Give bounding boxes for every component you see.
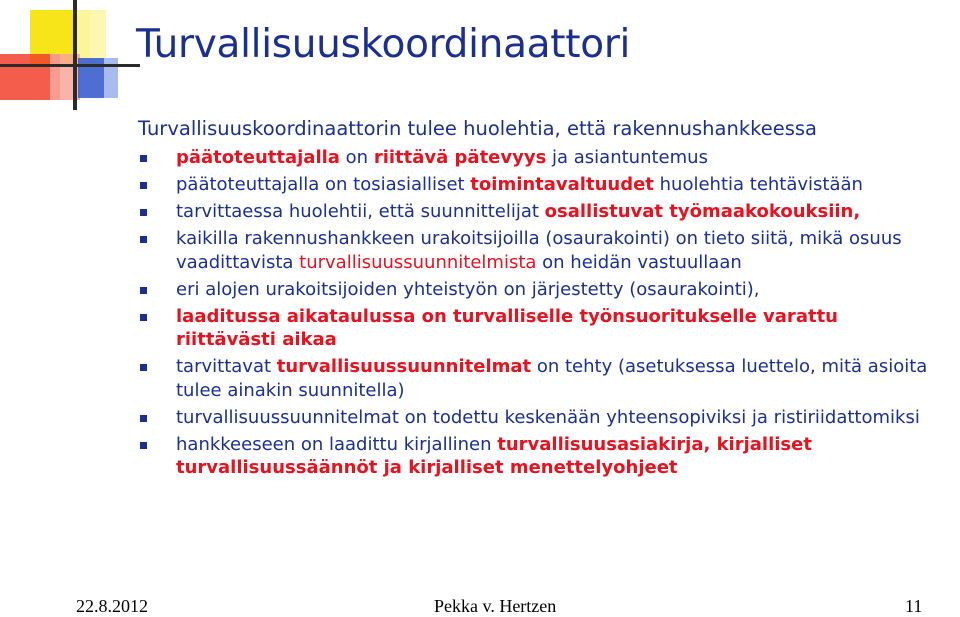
bullet-text: turvallisuussuunnitelmat on todettu keskenään yhteensopiviksi ja ristiriidattomiksi xyxy=(176,406,920,428)
footer-author: Pekka v. Hertzen xyxy=(434,596,557,616)
bullet-item xyxy=(138,227,938,274)
color-squares-logo xyxy=(0,0,140,110)
bullet-text: on tehty (asetuksessa luettelo, mitä asioita tulee ainakin suunnitella) xyxy=(176,356,928,401)
highlighted-text: turvallisuussuunnitelmat xyxy=(276,356,532,377)
highlighted-text: turvallisuussuunnitelmista xyxy=(299,251,537,273)
decorative-corner-graphic xyxy=(0,0,140,110)
bullet-text: on heidän vastuullaan xyxy=(536,251,742,273)
square-bullet-icon xyxy=(140,182,147,189)
bullet-item xyxy=(138,146,938,170)
square-bullet-icon xyxy=(140,155,147,162)
square-bullet-icon xyxy=(140,287,147,294)
highlighted-text: toimintavaltuudet xyxy=(470,174,654,195)
highlighted-text: osallistuvat työmaakokouksiin, xyxy=(544,201,861,222)
bullet-list xyxy=(138,146,938,483)
bullet-item xyxy=(138,406,938,430)
bullet-item xyxy=(138,200,938,224)
bullet-text: päätoteuttajalla on tosiasialliset xyxy=(176,174,471,195)
highlighted-text: päätoteuttajalla xyxy=(176,147,340,168)
bullet-text: hankkeeseen on laadittu kirjallinen xyxy=(176,433,498,455)
highlighted-text: turvallisuusasiakirja, kirjalliset turvallisuussäännöt ja kirjalliset menettelyohjeet xyxy=(176,433,812,478)
bullet-text: ja asiantuntemus xyxy=(546,147,708,168)
bullet-item xyxy=(138,305,938,352)
bullet-text: eri alojen urakoitsijoiden yhteistyön on järjestetty (osaurakointi), xyxy=(176,278,760,300)
bullet-text: huolehtia tehtävistään xyxy=(653,174,863,195)
bullet-text: kaikilla rakennushankkeen urakoitsijoilla (osaurakointi) on tieto siitä, mikä osuus vaadittavista xyxy=(176,228,902,273)
square-bullet-icon xyxy=(140,236,147,243)
highlighted-text: riittävä pätevyys xyxy=(373,147,547,168)
slide-title: Turvallisuuskoordinaattori xyxy=(136,22,631,67)
footer-page-number: 11 xyxy=(905,596,923,616)
bullet-item xyxy=(138,173,938,197)
slide-intro: Turvallisuuskoordinaattorin tulee huolehtia, että rakennushankkeessa xyxy=(138,117,818,140)
bullet-item xyxy=(138,278,938,302)
square-bullet-icon xyxy=(140,415,147,422)
bullet-text: tarvittavat xyxy=(176,356,277,377)
square-bullet-icon xyxy=(140,442,147,449)
footer-date: 22.8.2012 xyxy=(76,596,148,616)
bullet-item xyxy=(138,433,938,480)
bullet-text: on xyxy=(339,147,374,168)
square-bullet-icon xyxy=(140,314,147,321)
bullet-text: tarvittaessa huolehtii, että suunnittelijat xyxy=(176,201,545,222)
highlighted-text: laaditussa aikataulussa on turvalliselle työnsuoritukselle varattu riittävästi aikaa xyxy=(176,305,838,350)
square-bullet-icon xyxy=(140,364,147,371)
square-bullet-icon xyxy=(140,209,147,216)
bullet-item xyxy=(138,355,938,402)
